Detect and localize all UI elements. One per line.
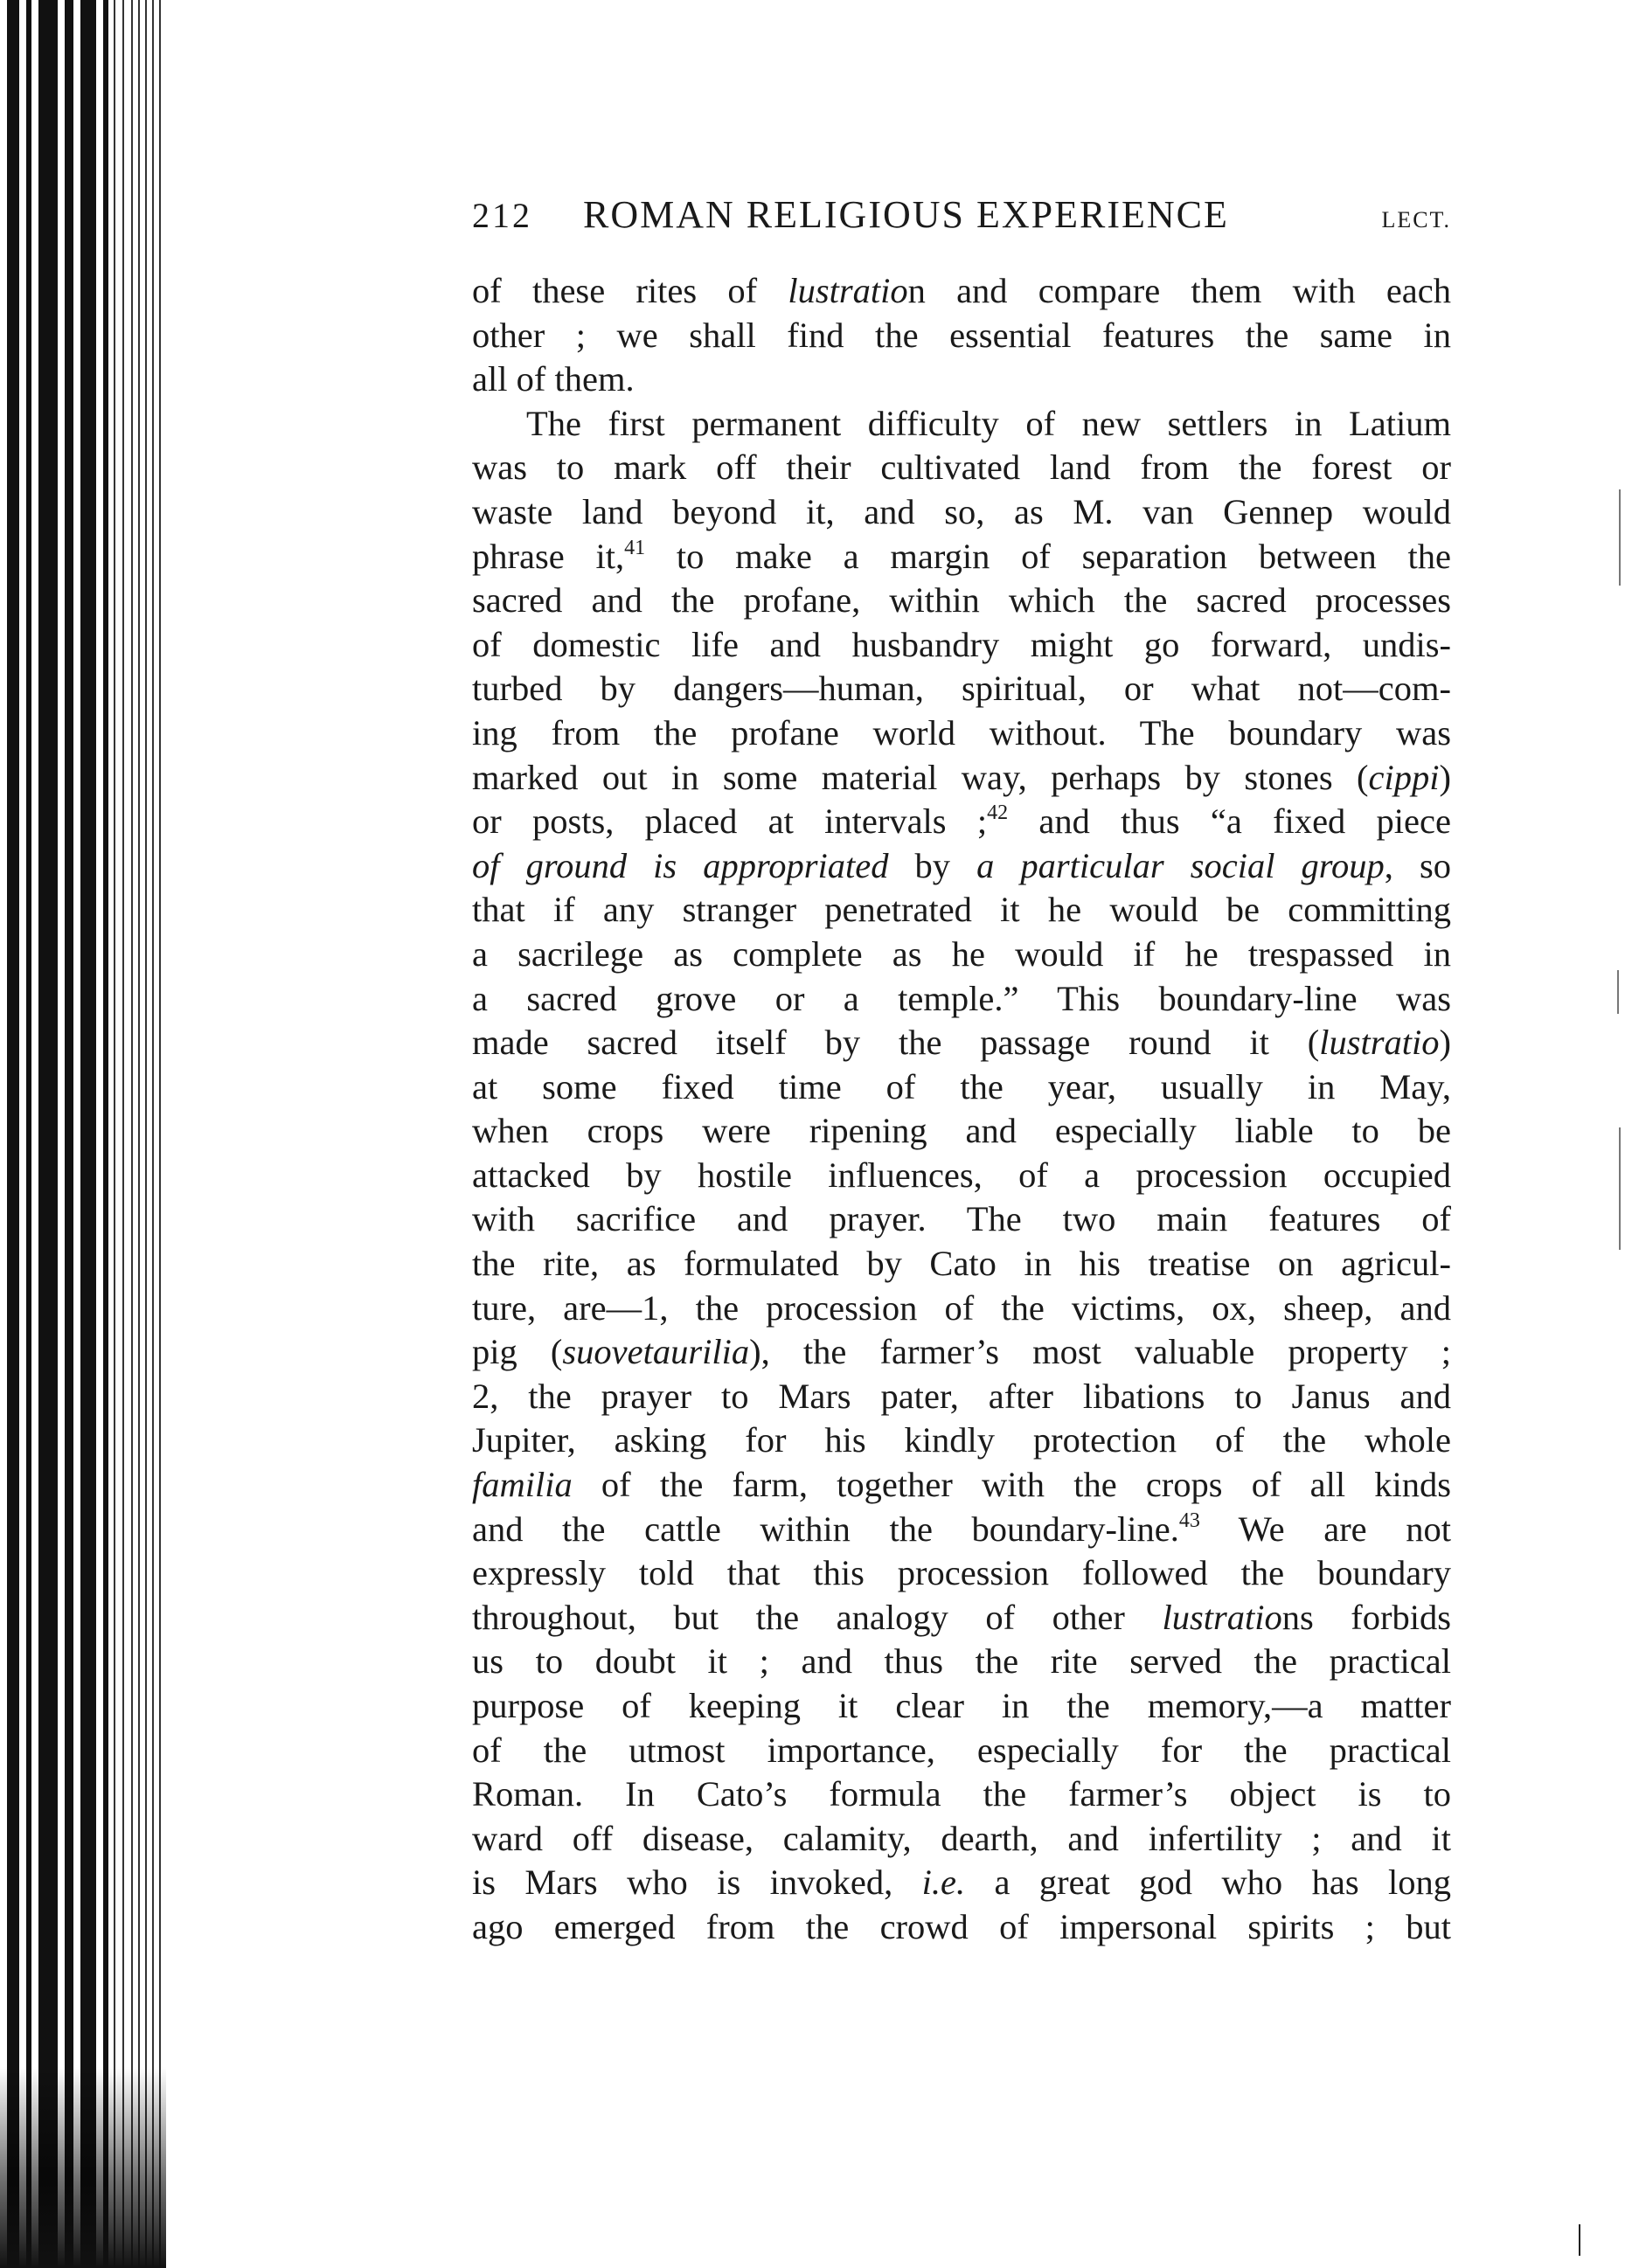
text-line: is Mars who is invoked, i.e. a great god who has long [472, 1862, 1451, 1903]
text-line: when crops were ripening and especially liable to be [472, 1111, 1451, 1151]
footnote-marker: 42 [987, 801, 1009, 825]
running-head [472, 192, 1451, 245]
text-line: of these rites of lustration and compare them with each [472, 271, 1451, 310]
text-line: familia of the farm, together with the crops of all kinds [472, 1465, 1451, 1505]
text-line: all of them. [472, 359, 635, 399]
text-line: turbed by dangers—human, spiritual, or what not—com- [472, 669, 1451, 709]
page-mark [1617, 970, 1619, 1014]
text-line: at some fixed time of the year, usually in May, [472, 1066, 1451, 1106]
text-line: or posts, placed at intervals ;$^{42}$ and thus “a fixed piece [472, 801, 1451, 842]
running-title: ROMAN RELIGIOUS EXPERIENCE [583, 193, 1229, 236]
page-number: 212 [472, 196, 532, 235]
text-line: sacred and the profane, within which the sacred processes [472, 580, 1451, 621]
body-text [472, 269, 1451, 1950]
text-line: made sacred itself by the passage round it (lustratio) [472, 1023, 1451, 1063]
text-line: attacked by hostile influences, of a procession occupied [472, 1155, 1451, 1195]
text-line: a sacred grove or a temple.” This boundary-line was [472, 978, 1451, 1018]
text-line: Roman. In Cato’s formula the farmer’s object is to [472, 1774, 1451, 1814]
section-marker: LECT. [1381, 207, 1451, 232]
text-line: marked out in some material way, perhaps by stones (cippi) [472, 757, 1451, 797]
text-line: a sacrilege as complete as he would if he trespassed in [472, 933, 1451, 974]
text-line: us to doubt it ; and thus the rite served the practical [472, 1641, 1451, 1682]
text-line: The first permanent difficulty of new settlers in Latium [526, 403, 1451, 443]
text-line: 2, the prayer to Mars pater, after libations to Janus and [472, 1376, 1451, 1416]
text-line: throughout, but the analogy of other lustrations forbids [472, 1597, 1451, 1637]
footnote-marker: 41 [624, 536, 646, 559]
text-line: the rite, as formulated by Cato in his treatise on agricul- [472, 1244, 1451, 1284]
text-line: expressly told that this procession followed the boundary [472, 1553, 1451, 1593]
text-line: ing from the profane world without. The boundary was [472, 712, 1451, 753]
text-line: waste land beyond it, and so, as M. van Gennep would [472, 491, 1451, 531]
text-line: with sacrifice and prayer. The two main features of [472, 1199, 1451, 1239]
text-line: of domestic life and husbandry might go forward, undis- [472, 624, 1451, 664]
text-line: ago emerged from the crowd of impersonal spirits ; but [472, 1906, 1451, 1946]
text-line: other ; we shall find the essential features the same in [472, 315, 1451, 355]
text-line: of ground is appropriated by a particular social group, so [472, 845, 1451, 885]
text-line: ward off disease, calamity, dearth, and infertility ; and it [472, 1818, 1451, 1858]
page-mark [1619, 1127, 1621, 1250]
text-line: Jupiter, asking for his kindly protection of the whole [472, 1420, 1451, 1460]
page-mark [1619, 489, 1621, 586]
footnote-marker: 43 [1178, 1509, 1200, 1532]
text-line: that if any stranger penetrated it he would be committing [472, 890, 1451, 930]
text-line: pig (suovetaurilia), the farmer’s most valuable property ; [472, 1332, 1451, 1372]
text-line: purpose of keeping it clear in the memory,—a matter [472, 1686, 1451, 1725]
book-page [472, 192, 1451, 1950]
text-line: was to mark off their cultivated land from the forest or [472, 447, 1451, 488]
text-line: and the cattle within the boundary-line.$^{43}$ We are not [472, 1509, 1451, 1549]
text-line: phrase it,$^{41}$ to make a margin of separation between the [472, 536, 1451, 576]
page-mark [1579, 2224, 1580, 2256]
text-line: of the utmost importance, especially for the practical [472, 1730, 1451, 1770]
text-line: ture, are—1, the procession of the victims, ox, sheep, and [472, 1287, 1451, 1328]
book-binding-edge [0, 0, 166, 2268]
